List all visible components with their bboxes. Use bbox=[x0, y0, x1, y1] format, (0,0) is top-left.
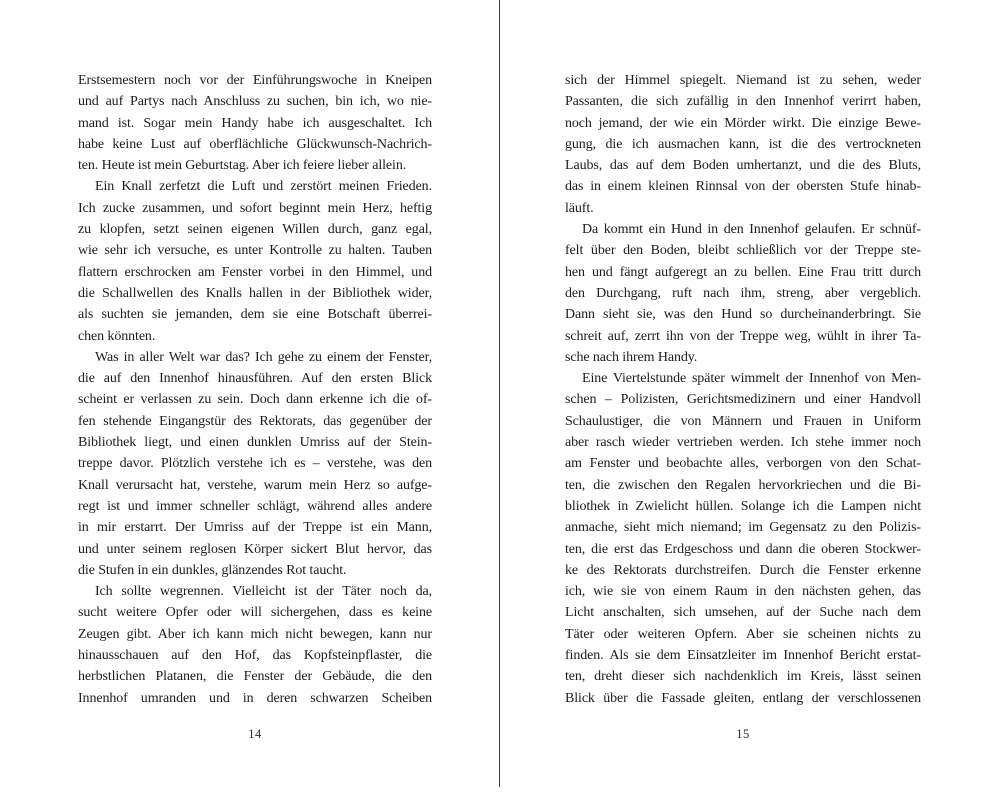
page-right bbox=[565, 0, 921, 800]
text-line: schen – Polizisten, Gerichtsmedizinern und einer Handvoll bbox=[565, 392, 921, 408]
text-line: flattern erschrocken am Fenster vorbei in den Himmel, und bbox=[78, 264, 432, 280]
text-line: herbstlichen Platanen, die Fenster der Gebäude, die den bbox=[78, 669, 432, 685]
text-line: Bibliothek liegt, und einen dunklen Umriss auf der Stein- bbox=[78, 435, 432, 451]
text-line: den Durchgang, ruft nach ihm, streng, aber vergeblich. bbox=[565, 285, 921, 301]
text-line: Blick über die Fassade gleiten, entlang der verschlossenen bbox=[565, 690, 921, 706]
text-line: und auf Partys nach Anschluss zu suchen, bin ich, wo nie- bbox=[78, 94, 432, 110]
text-line: scheint er verlassen zu sein. Doch dann erkenne ich die of- bbox=[78, 392, 432, 408]
text-line: Ich sollte wegrennen. Vielleicht ist der Täter noch da, bbox=[95, 584, 432, 600]
page-number: 15 bbox=[736, 727, 750, 741]
text-line: aber rasch wieder vertrieben werden. Ich stehe immer noch bbox=[565, 435, 921, 451]
text-line: finden. Als sie dem Einsatzleiter im Innenhof Bericht erstat- bbox=[565, 648, 921, 664]
page-text bbox=[78, 70, 432, 709]
text-line: sche nach ihrem Handy. bbox=[565, 349, 698, 365]
text-line: hen und fängt aufgeregt an zu bellen. Eine Frau tritt durch bbox=[565, 264, 921, 280]
text-line: und unter seinem reglosen Körper sickert Blut hervor, das bbox=[78, 541, 432, 557]
text-line: Passanten, die sich zufällig in den Innenhof verirrt haben, bbox=[565, 94, 921, 110]
page-number: 14 bbox=[248, 727, 262, 741]
text-line: als suchten sie jemanden, dem sie eine Botschaft überrei- bbox=[78, 307, 432, 323]
text-line: sich der Himmel spiegelt. Niemand ist zu sehen, weder bbox=[565, 73, 921, 88]
text-line: anmache, sieht mich niemand; im Gegensatz zu den Polizis- bbox=[565, 520, 921, 536]
text-line: die auf den Innenhof hinausführen. Auf den ersten Blick bbox=[78, 371, 432, 387]
text-line: felt über den Boden, bleibt schließlich vor der Treppe ste- bbox=[565, 243, 921, 259]
text-line: sucht weitere Opfer oder will sichergehen, dass es keine bbox=[78, 605, 432, 621]
text-line: ten, die erst das Erdgeschoss und dann die oberen Stockwer- bbox=[565, 541, 921, 557]
text-line: ten, dreht dieser sich nachdenklich im Kreis, lässt seinen bbox=[565, 669, 921, 685]
text-line: bliothek in Zwielicht hüllen. Solange ich die Lampen nicht bbox=[565, 498, 921, 514]
text-line: ke des Rektorats durchstreifen. Durch die Fenster erkenne bbox=[565, 562, 921, 578]
text-line: Ich zucke zusammen, und sofort beginnt mein Herz, heftig bbox=[78, 200, 432, 216]
text-line: habe keine Lust auf oberflächliche Glückwunsch-Nachrich- bbox=[78, 136, 432, 152]
text-line: ich, wie sie von einem Raum in den nächsten gehen, das bbox=[565, 584, 921, 600]
text-line: das in einem kleinen Rinnsal von der obersten Stufe hinab- bbox=[565, 179, 921, 195]
text-line: chen könnten. bbox=[78, 328, 156, 344]
text-line: Knall verursacht hat, verstehe, warum mein Herz so aufge- bbox=[78, 477, 432, 493]
text-line: am Fenster und beobachte alles, verborgen von den Schat- bbox=[565, 456, 921, 472]
text-line: Eine Viertelstunde später wimmelt der Innenhof von Men- bbox=[582, 371, 921, 387]
text-line: Was in aller Welt war das? Ich gehe zu einem der Fenster, bbox=[95, 349, 432, 365]
text-line: treppe davor. Plötzlich verstehe ich es – verstehe, was den bbox=[78, 456, 432, 472]
text-line: regt ist und immer schneller schlägt, während alles andere bbox=[78, 498, 432, 514]
text-line: Da kommt ein Hund in den Innenhof gelaufen. Er schnüf- bbox=[582, 222, 921, 238]
text-line: die Stufen in ein dunkles, glänzendes Rot taucht. bbox=[78, 562, 347, 578]
text-line: Laubs, das auf dem Boden umhertanzt, und die des Bluts, bbox=[565, 158, 921, 174]
text-line: ten. Heute ist mein Geburtstag. Aber ich feiere lieber allein. bbox=[78, 158, 407, 174]
text-line: gung, die ich ausmachen kann, ist die des vertrockneten bbox=[565, 136, 921, 152]
text-line: hinausschauen auf den Hof, das Kopfsteinpflaster, die bbox=[78, 648, 432, 664]
text-line: fen stehende Eingangstür des Rektorats, das gegenüber der bbox=[78, 413, 432, 429]
text-line: mand ist. Sogar mein Handy habe ich ausgeschaltet. Ich bbox=[78, 115, 432, 131]
text-line: Innenhof umranden und in deren schwarzen Scheiben bbox=[78, 690, 432, 706]
page-divider bbox=[499, 0, 500, 787]
text-line: Erstsemestern noch vor der Einführungswoche in Kneipen bbox=[78, 73, 432, 88]
page-left bbox=[78, 0, 432, 800]
text-line: Licht anschalten, sich umsehen, auf der Suche nach dem bbox=[565, 605, 921, 621]
text-line: wie sehr ich versuche, es unter Kontrolle zu halten. Tauben bbox=[78, 243, 432, 259]
text-line: Schaulustiger, die von Männern und Frauen in Uniform bbox=[565, 413, 921, 429]
text-line: noch jemand, der wie ein Mörder wirkt. Die einzige Bewe- bbox=[565, 115, 921, 131]
text-line: die Schallwellen des Knalls hallen in der Bibliothek wider, bbox=[78, 285, 432, 301]
text-line: zu klopfen, setzt seinen eigenen Willen durch, ganz egal, bbox=[78, 222, 432, 238]
text-line: Zeugen gibt. Aber ich kann mich nicht bewegen, kann nur bbox=[78, 626, 432, 642]
text-line: ten, die zwischen den Regalen hervorkriechen und die Bi- bbox=[565, 477, 921, 493]
text-line: schreit auf, zerrt ihn von der Treppe weg, wühlt in ihrer Ta- bbox=[565, 328, 921, 344]
text-line: in mir erstarrt. Der Umriss auf der Treppe ist ein Mann, bbox=[78, 520, 432, 536]
text-line: Täter oder weiteren Opfern. Aber sie scheinen nichts zu bbox=[565, 626, 921, 642]
text-line: Ein Knall zerfetzt die Luft und zerstört meinen Frieden. bbox=[95, 179, 432, 195]
text-line: Dann sieht sie, was den Hund so durcheinanderbringt. Sie bbox=[565, 307, 921, 323]
page-text bbox=[565, 70, 921, 709]
text-line: läuft. bbox=[565, 200, 594, 216]
